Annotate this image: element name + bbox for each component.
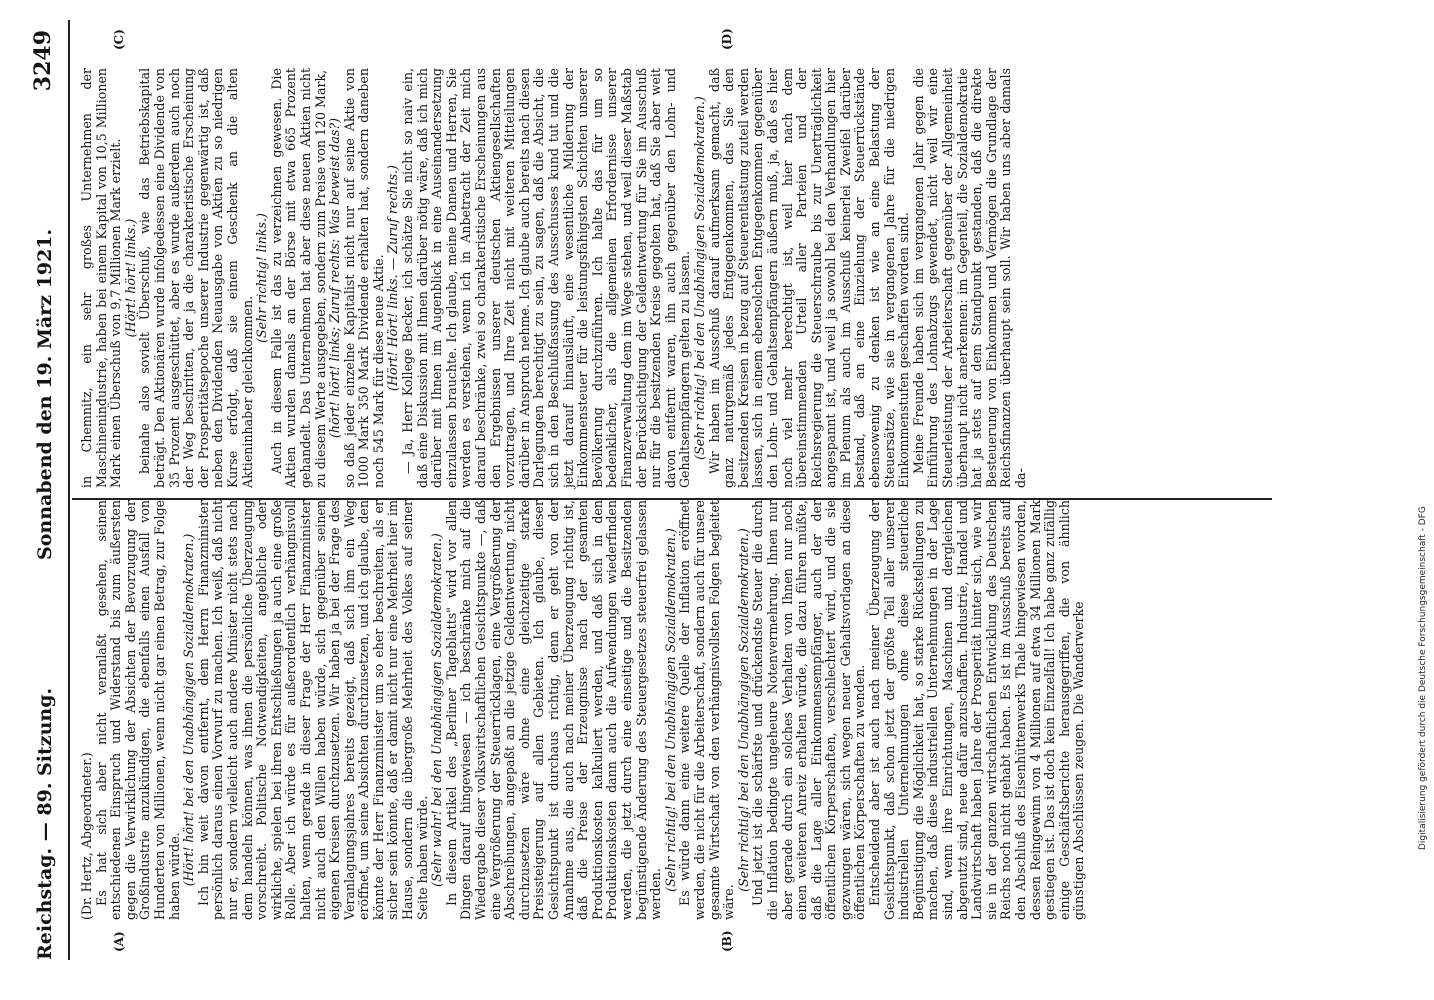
left_column-paragraph: (Hört! hört! bei den Unabhängigen Sozialdemokraten.) bbox=[181, 533, 197, 887]
header-rule bbox=[68, 20, 70, 960]
page-header bbox=[30, 10, 66, 960]
right_column-paragraph: beinahe also sovielt Überschuß, wie das Betriebskapital beträgt. Den Aktionären wurde infolgedessen eine Dividende von 35 Prozent ausgeschüttet, aber es wurde außerdem auch noch der Weg beschritten, der ja die charakteristische Erscheinung der Prosperitätsepoche unserer Industrie gegenwärtig ist, daß neben den Dividenden Neuausgabe von Aktien zu so niedrigen Kurse erfolgt, daß sie einem Geschenk an die alten Aktieninhaber gleichkommen. bbox=[137, 68, 255, 488]
left_column-paragraph: (Dr. Hertz, Abgeordneter.) bbox=[79, 752, 94, 920]
right_column-paragraph: Meine Freunde haben sich im vergangenen Jahr gegen die Einführung des Lohnabzugs gewendet, nicht weil wir eine Steuerleistung der Arbeiterschaft gegenüber der Allgemeinheit überhaupt nicht anerkennen: im Gegenteil, die Sozialdemokratie hat ja stets auf dem Standpunkt gestanden, daß die direkte Besteuerung von Einkommen und Vermögen die Grundlage der Reichsfinanzen überhaupt sein soll. Wir haben uns aber damals da- bbox=[910, 68, 1028, 488]
marker-c: (C) bbox=[112, 29, 126, 50]
left_column-paragraph: (Sehr richtig! bei den Unabhängigen Sozialdemokraten.) bbox=[735, 528, 751, 892]
right_column-paragraph: (Sehr richtig! links.) bbox=[254, 213, 270, 343]
left_column-paragraph: Es würde dann eine weitere Quelle der Inflation eröffnet werden, die nicht für die Arbeiterschaft, sondern auch für unsere gesamte Wirtschaft von den verhängnisvollsten Folgen begleitet wäre. bbox=[677, 500, 737, 920]
right_column-paragraph: (hört! hört! links; Zuruf rechts: Was beweist das?) bbox=[327, 118, 343, 438]
header-left: Reichstag. — 89. Sitzung. bbox=[34, 687, 56, 960]
right_column-paragraph: (Hört! Hört! links. — Zuruf rechts.) bbox=[385, 165, 401, 391]
page-number: 3249 bbox=[30, 30, 56, 92]
left_column-paragraph: (Sehr richtig! bei den Unabhängigen Sozialdemokraten.) bbox=[662, 528, 678, 892]
marker-b: (B) bbox=[720, 930, 734, 952]
dfg-credit-strip bbox=[1416, 0, 1432, 1000]
marker-a: (A) bbox=[112, 931, 126, 952]
right_column-paragraph: (Hört! hört! links.) bbox=[122, 218, 138, 338]
left_column-paragraph: Es hat sich aber nicht veranlaßt gesehen, seinen entschiedenen Einspruch und Widerstand bis zum äußersten gegen die Verwirklichung der Absichten der Bevorzugung der Großindustrie anzukündigen, die ebenfalls einen Ausfall von Hunderten von Millionen, wenn nicht gar einen Betrag, zur Folge haben würde. bbox=[93, 500, 182, 920]
left_column-paragraph: Entscheidend aber ist auch nach meiner Überzeugung der Gesichtspunkt, daß schon jetzt der größte Teil aller unserer industriellen Unternehmungen ohne diese steuerliche Begünstigung die Möglichkeit hat, so starke Rückstellungen zu machen, daß diese industriellen Unternehmungen in der Lage sind, wenn ihre Einrichtungen, Maschinen und dergleichen abgenutzt sind, neue dafür anzuschaffen. Industrie, Handel und Landwirtschaft haben Jahre der Prosperität hinter sich, wie wir sie in der ganzen wirtschaftlichen Entwicklung des Deutschen Reichs noch nicht gehabt haben. Es ist im Ausschuß bereits auf den Abschluß des Eisenhüttenwerks Thale hingewiesen worden, dessen Reingewinn von 4 Millionen auf etwa 34 Millionen Mark gestiegen ist. Das ist doch kein Einzelfall! Ich habe ganz zufällig einige Geschäftsberichte herausgegriffen, die von ähnlich günstigen Abschlüssen zeugen. Die Wanderwerke bbox=[867, 500, 1087, 920]
left_column-paragraph: In diesem Artikel des „Berliner Tageblatts" wird vor allen Dingen darauf hingewiesen — ich beschränke mich auf die Wiedergabe dieser volkswirtschaftlichen Gesichtspunkte —, daß eine Vergrößerung der Steuerrücklagen, eine Vergrößerung der Abschreibungen, angepaßt an die jetzige Geldentwertung, nicht durchzusetzen wäre ohne eine gleichzeitige starke Preissteigerung auf allen Gebieten. Ich glaube, dieser Gesichtspunkt ist durchaus richtig, denn er geht von der Annahme aus, die auch nach meiner Überzeugung richtig ist, daß die Preise der Erzeugnisse nach der gesamten Produktionskosten kalkuliert werden, und daß sich in den Produktionskosten dann auch die Aufwendungen wiederfinden werden, die jetzt durch eine einseitige und die Besitzenden begünstigende Änderung des Steuergesetzes steuerfrei gelassen werden. bbox=[443, 500, 664, 920]
right_column-paragraph: (Sehr richtig! bei den Unabhängigen Sozialdemokraten.) bbox=[691, 96, 707, 460]
header-date: Sonnabend den 19. März 1921. bbox=[34, 228, 56, 560]
left_column-paragraph: Und jetzt ist die schärfste und drückendste Steuer die durch die Inflation bedingte ungeheure Notenvermehrung. Ihnen nur aber gerade durch ein solches Verhalten von Ihnen nur noch einen weiteren Anreiz erhalten würde, die dazu führen müßte, daß die Lage aller Einkommensempfänger, auch der der öffentlichen Körperschaften, verschlechtert wird, und die sie gezwungen wären, sich wegen neuer Gehaltsvorlagen an diese öffentlichen Körperschaften zu wenden. bbox=[750, 500, 868, 920]
left_column-paragraph: (Sehr wahr! bei den Unabhängigen Sozialdemokraten.) bbox=[429, 533, 445, 887]
right_column-paragraph: so daß jeder einzelne Kapitalist nicht nur auf seine Aktie von 1000 Mark 350 Mark Dividende erhalten hat, sondern daneben noch 545 Mark für diese neue Aktie. bbox=[341, 68, 386, 488]
left-column bbox=[80, 500, 1087, 920]
right_column-paragraph: Auch in diesem Falle ist das zu verzeichnen gewesen. Die Aktien wurden damals an der Börse mit etwa 665 Prozent gehandelt. Das Unternehmen hat aber diese neuen Aktien nicht zu diesem Werte ausgegeben, sondern zum Preise von 120 Mark, bbox=[268, 68, 328, 488]
right_column-paragraph: — Ja, Herr Kollege Becker, ich schätze Sie nicht so naiv ein, daß eine Diskussion mit Ihnen darüber nötig wäre, daß ich mich darüber mit Ihnen im Augenblick in eine Auseinandersetzung einzulassen brauchte. Ich glaube, meine Damen und Herren, Sie werden es verstehen, wenn ich in Anbetracht der Zeit mich darauf beschränke, zwei so charakteristische Erscheinungen aus den Ergebnissen unserer deutschen Aktiengesellschaften vorzutragen, und Ihre Zeit nicht mit weiteren Mitteilungen darüber in Anspruch nehme. Ich glaube auch bereits nach diesen Darlegungen berechtigt zu sein, zu sagen, daß die Absicht, die sich in den Beschlußfassung des Ausschusses kund tut und die jetzt darauf hinausläuft, eine wesentliche Milderung der Einkommensteuer für die leistungsfähigsten Schichten unserer Bevölkerung durchzuführen. Ich halte das für um so bedenklicher, als die allgemeinen Erfordernisse unserer Finanzverwaltung dem im Wege stehen, und weil dieser Maßstab der Berücksichtigung der Geldentwertung für Sie im Ausschuß nur für die besitzenden Kreise gegolten hat, daß Sie aber weit davon entfernt waren, ihn auch gegenüber den Lohn- und Gehaltsempfängern gelten zu lassen. bbox=[400, 68, 693, 488]
left_column-paragraph: Ich bin weit davon entfernt, dem Herrn Finanzminister persönlich daraus einen Vorwurf zu machen. Ich weiß, daß nicht nur er, sondern vielleicht auch andere Minister nicht stets nach dem handeln können, was ihnen die persönliche Überzeugung vorschreibt. Politische Notwendigkeiten, angebliche oder wirkliche, spielen bei ihren Entschließungen ja auch eine große Rolle. Aber ich würde es für außerordentlich verhängnisvoll halten, wenn gerade in dieser Frage der Herr Finanzminister nicht auch den Willen haben würde, sich gegenüber seinen eigenen Kreisen durchzusetzen. Wir haben ja bei der Frage des Veranlagungsjahres bereits gezeigt, daß sich ihm ein Weg eröffnet, um seine Absichten durchzusetzen, und ich glaube, den könnte der Herr Finanzminister um so eher beschreiten, als er sicher sein könnte, daß er damit nicht nur eine Mehrheit hier im Hause, sondern die übergroße Mehrheit des Volkes auf seiner Seite haben würde. bbox=[195, 500, 430, 920]
right-column bbox=[80, 68, 1029, 488]
marker-d: (D) bbox=[720, 28, 734, 50]
right_column-paragraph: in Chemnitz, ein sehr großes Unternehmen der Maschinenindustrie, haben bei einem Kapital von 10,5 Millionen Mark einen Überschuß von 9,7 Millionen Mark erzielt. bbox=[79, 68, 124, 488]
dfg-credit-text: Digitalisierung gefördert durch die Deutsche Forschungsgemeinschaft - DFG bbox=[1418, 506, 1428, 850]
right_column-paragraph: Wir haben im Ausschuß darauf aufmerksam gemacht, daß ganz naturgemäß jedes Entgegenkommen, das Sie den besitzenden Kreisen in bezug auf Steuerentlastung zuteil werden lassen, sich in einem ebensolchen Entgegenkommen gegenüber den Lohn- und Gehaltsempfängern äußern muß, ja, daß es hier noch viel mehr berechtigt ist, weil hier nach dem übereinstimmenden Urteil aller Parteien und der Reichsregierung die Steuerschraube bis zur Unerträglichkeit angespannt ist, und weil ja sowohl bei den Verhandlungen hier im Plenum als auch im Ausschuß keinerlei Zweifel darüber bestand, daß an eine Einziehung der Steuerrückstände ebensowenig zu denken ist wie an eine Belastung der Steuersätze, wie sie in vergangenen Jahre für die niedrigen Einkommenstufen geschaffen worden sind. bbox=[706, 68, 912, 488]
